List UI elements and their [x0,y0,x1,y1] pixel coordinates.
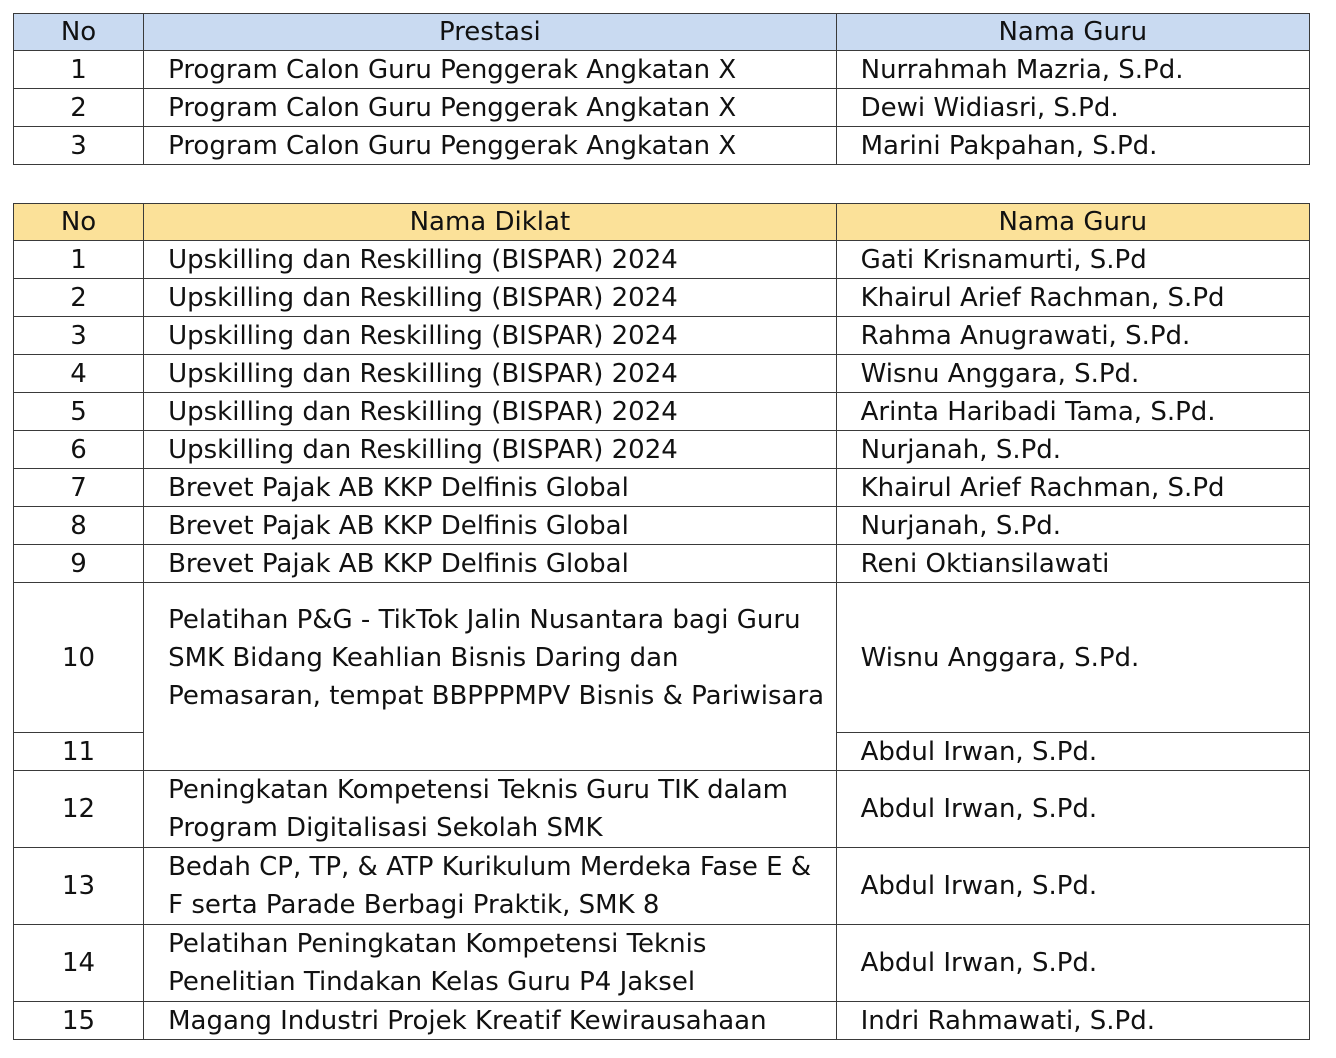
table-row [14,1002,1310,1040]
cell-nama-diklat: Brevet Pajak AB KKP Delfinis Global [144,507,837,545]
cell-nama-guru: Abdul Irwan, S.Pd. [836,733,1309,771]
cell-prestasi: Program Calon Guru Penggerak Angkatan X [144,127,837,165]
cell-no: 7 [14,469,144,507]
cell-no: 1 [14,241,144,279]
cell-no: 3 [14,317,144,355]
cell-nama-diklat: Bedah CP, TP, & ATP Kurikulum Merdeka Fase E & F serta Parade Berbagi Praktik, SMK 8 [144,848,837,925]
cell-nama-diklat: Brevet Pajak AB KKP Delfinis Global [144,469,837,507]
table-row [14,393,1310,431]
cell-nama-diklat: Magang Industri Projek Kreatif Kewirausahaan [144,1002,837,1040]
cell-no: 1 [14,51,144,89]
table-row [14,848,1310,925]
table-row [14,507,1310,545]
header-nama-diklat: Nama Diklat [144,204,837,241]
table-header-row [14,204,1310,241]
table-row [14,317,1310,355]
cell-nama-diklat: Upskilling dan Reskilling (BISPAR) 2024 [144,355,837,393]
cell-nama-guru: Arinta Haribadi Tama, S.Pd. [836,393,1309,431]
table-header-row [14,14,1310,51]
cell-prestasi: Program Calon Guru Penggerak Angkatan X [144,51,837,89]
cell-no: 2 [14,89,144,127]
cell-nama-diklat: Pelatihan Peningkatan Kompetensi Teknis Penelitian Tindakan Kelas Guru P4 Jaksel [144,925,837,1002]
cell-no: 2 [14,279,144,317]
table-row [14,431,1310,469]
cell-nama-guru: Khairul Arief Rachman, S.Pd [836,279,1309,317]
cell-no: 10 [14,583,144,733]
cell-no: 8 [14,507,144,545]
table-row [14,89,1310,127]
header-nama-guru: Nama Guru [836,204,1309,241]
cell-nama-guru: Abdul Irwan, S.Pd. [836,925,1309,1002]
table-row [14,925,1310,1002]
table-row [14,51,1310,89]
table-row [14,355,1310,393]
header-nama-guru: Nama Guru [836,14,1309,51]
cell-nama-guru: Marini Pakpahan, S.Pd. [836,127,1309,165]
cell-no: 14 [14,925,144,1002]
table-row [14,279,1310,317]
cell-nama-guru: Abdul Irwan, S.Pd. [836,771,1309,848]
table-row [14,583,1310,733]
header-prestasi: Prestasi [144,14,837,51]
cell-no: 15 [14,1002,144,1040]
cell-nama-diklat: Upskilling dan Reskilling (BISPAR) 2024 [144,317,837,355]
cell-nama-guru: Nurjanah, S.Pd. [836,507,1309,545]
cell-nama-diklat: Brevet Pajak AB KKP Delfinis Global [144,545,837,583]
table-row [14,545,1310,583]
cell-nama-guru: Indri Rahmawati, S.Pd. [836,1002,1309,1040]
header-no: No [14,204,144,241]
cell-nama-guru: Nurjanah, S.Pd. [836,431,1309,469]
cell-nama-diklat: Upskilling dan Reskilling (BISPAR) 2024 [144,431,837,469]
cell-no: 6 [14,431,144,469]
cell-nama-guru: Reni Oktiansilawati [836,545,1309,583]
table-row [14,771,1310,848]
table-row [14,241,1310,279]
cell-nama-diklat: Pelatihan P&G - TikTok Jalin Nusantara bagi Guru SMK Bidang Keahlian Bisnis Daring dan Pemasaran, tempat BBPPPMPV Bisnis & Pariwisara [144,583,837,771]
cell-prestasi: Program Calon Guru Penggerak Angkatan X [144,89,837,127]
table-row [14,127,1310,165]
cell-nama-guru: Gati Krisnamurti, S.Pd [836,241,1309,279]
cell-no: 4 [14,355,144,393]
cell-nama-guru: Khairul Arief Rachman, S.Pd [836,469,1309,507]
cell-nama-diklat: Upskilling dan Reskilling (BISPAR) 2024 [144,393,837,431]
cell-no: 13 [14,848,144,925]
cell-nama-guru: Wisnu Anggara, S.Pd. [836,583,1309,733]
cell-nama-guru: Wisnu Anggara, S.Pd. [836,355,1309,393]
cell-nama-guru: Nurrahmah Mazria, S.Pd. [836,51,1309,89]
cell-no: 12 [14,771,144,848]
table-row [14,469,1310,507]
header-no: No [14,14,144,51]
cell-no: 3 [14,127,144,165]
cell-nama-guru: Dewi Widiasri, S.Pd. [836,89,1309,127]
cell-nama-diklat: Upskilling dan Reskilling (BISPAR) 2024 [144,241,837,279]
cell-nama-guru: Rahma Anugrawati, S.Pd. [836,317,1309,355]
cell-no: 5 [14,393,144,431]
prestasi-table [13,13,1310,165]
cell-nama-diklat: Upskilling dan Reskilling (BISPAR) 2024 [144,279,837,317]
cell-nama-guru: Abdul Irwan, S.Pd. [836,848,1309,925]
cell-no: 9 [14,545,144,583]
diklat-table [13,203,1310,1040]
cell-no: 11 [14,733,144,771]
table-separator [13,166,1310,203]
cell-nama-diklat: Peningkatan Kompetensi Teknis Guru TIK dalam Program Digitalisasi Sekolah SMK [144,771,837,848]
